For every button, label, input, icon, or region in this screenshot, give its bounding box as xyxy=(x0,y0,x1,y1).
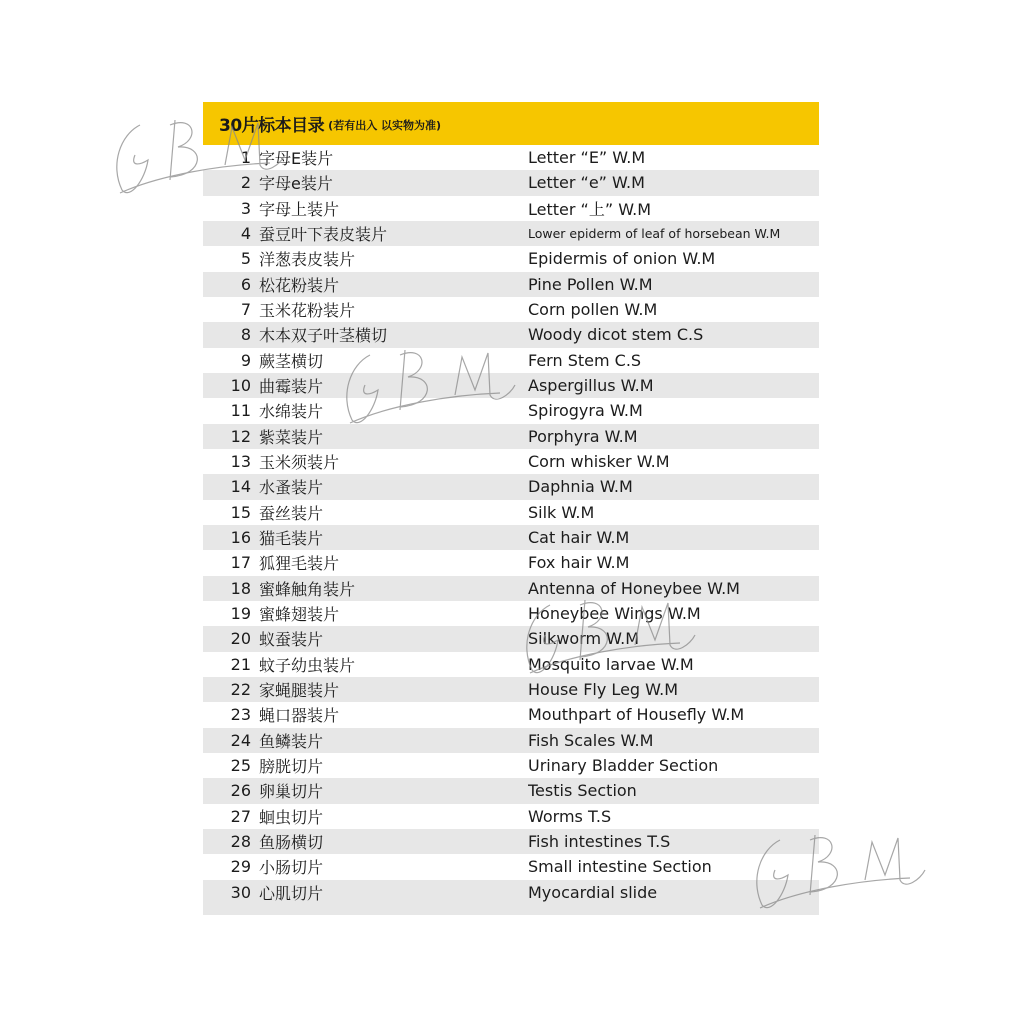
item-number: 13 xyxy=(230,452,251,472)
item-chinese-name: 鱼鳞装片 xyxy=(259,731,324,751)
item-chinese-name: 蝇口器装片 xyxy=(259,706,340,726)
item-number: 4 xyxy=(240,224,251,244)
item-english-name: Cat hair W.M xyxy=(528,528,630,548)
item-english-name: Myocardial slide xyxy=(528,882,658,902)
list-item xyxy=(203,880,819,905)
list-item xyxy=(203,373,819,398)
item-chinese-name: 玉米须装片 xyxy=(259,453,340,473)
item-chinese-name: 水蚤装片 xyxy=(259,478,324,498)
item-chinese-name: 字母e装片 xyxy=(259,174,333,194)
item-english-name: Daphnia W.M xyxy=(528,477,633,497)
item-number: 15 xyxy=(230,502,251,522)
list-item xyxy=(203,322,819,347)
item-number: 17 xyxy=(230,553,251,573)
item-chinese-name: 紫菜装片 xyxy=(259,427,324,447)
item-english-name: Testis Section xyxy=(528,781,637,801)
list-item xyxy=(203,829,819,854)
item-chinese-name: 小肠切片 xyxy=(259,858,324,878)
list-item xyxy=(203,398,819,423)
item-english-name: Mouthpart of Housefly W.M xyxy=(528,705,745,725)
item-number: 20 xyxy=(230,629,251,649)
item-english-name: Fern Stem C.S xyxy=(528,350,642,370)
list-item xyxy=(203,677,819,702)
list-item xyxy=(203,854,819,879)
item-english-name: Pine Pollen W.M xyxy=(528,274,653,294)
item-number: 23 xyxy=(230,705,251,725)
item-chinese-name: 蚕豆叶下表皮装片 xyxy=(259,225,388,245)
item-number: 18 xyxy=(230,578,251,598)
item-chinese-name: 狐狸毛装片 xyxy=(259,554,340,574)
item-chinese-name: 字母E装片 xyxy=(259,149,334,169)
list-item xyxy=(203,221,819,246)
item-number: 5 xyxy=(240,249,251,269)
item-number: 25 xyxy=(230,756,251,776)
item-chinese-name: 蚊子幼虫装片 xyxy=(259,655,356,675)
list-item xyxy=(203,474,819,499)
list-item xyxy=(203,778,819,803)
catalog-footer-band xyxy=(203,905,819,915)
item-chinese-name: 卵巢切片 xyxy=(259,782,324,802)
list-item xyxy=(203,601,819,626)
item-number: 3 xyxy=(240,198,251,218)
item-chinese-name: 蚁蚕装片 xyxy=(259,630,324,650)
item-number: 24 xyxy=(230,730,251,750)
catalog-title: 30片标本目录 xyxy=(219,116,325,136)
item-english-name: Corn whisker W.M xyxy=(528,452,670,472)
item-english-name: House Fly Leg W.M xyxy=(528,680,679,700)
item-chinese-name: 家蝇腿装片 xyxy=(259,681,340,701)
list-item xyxy=(203,272,819,297)
item-english-name: Fish intestines T.S xyxy=(528,832,671,852)
list-item xyxy=(203,550,819,575)
item-english-name: Spirogyra W.M xyxy=(528,401,643,421)
list-item xyxy=(203,246,819,271)
item-chinese-name: 松花粉装片 xyxy=(259,275,340,295)
item-number: 26 xyxy=(230,781,251,801)
specimen-catalog xyxy=(203,102,819,915)
item-english-name: Epidermis of onion W.M xyxy=(528,249,716,269)
item-chinese-name: 洋葱表皮装片 xyxy=(259,250,356,270)
list-item xyxy=(203,170,819,195)
item-english-name: Corn pollen W.M xyxy=(528,300,658,320)
item-number: 14 xyxy=(230,477,251,497)
list-item xyxy=(203,424,819,449)
list-item xyxy=(203,652,819,677)
list-item xyxy=(203,626,819,651)
item-number: 30 xyxy=(230,882,251,902)
list-item xyxy=(203,576,819,601)
item-chinese-name: 蚕丝装片 xyxy=(259,503,324,523)
item-english-name: Letter “E” W.M xyxy=(528,148,646,168)
item-number: 1 xyxy=(240,148,251,168)
item-english-name: Urinary Bladder Section xyxy=(528,756,719,776)
item-chinese-name: 玉米花粉装片 xyxy=(259,301,356,321)
item-english-name: Porphyra W.M xyxy=(528,426,638,446)
item-chinese-name: 木本双子叶茎横切 xyxy=(259,326,388,346)
list-item xyxy=(203,297,819,322)
list-item xyxy=(203,525,819,550)
list-item xyxy=(203,702,819,727)
item-chinese-name: 蜜蜂翅装片 xyxy=(259,605,340,625)
item-english-name: Mosquito larvae W.M xyxy=(528,654,694,674)
item-number: 9 xyxy=(240,350,251,370)
item-english-name: Antenna of Honeybee W.M xyxy=(528,578,740,598)
list-item xyxy=(203,500,819,525)
list-item xyxy=(203,753,819,778)
item-english-name: Worms T.S xyxy=(528,806,612,826)
catalog-header xyxy=(203,102,819,145)
catalog-list xyxy=(203,145,819,905)
item-number: 10 xyxy=(230,376,251,396)
item-chinese-name: 蕨茎横切 xyxy=(259,351,324,371)
item-chinese-name: 膀胱切片 xyxy=(259,757,324,777)
item-english-name: Fox hair W.M xyxy=(528,553,630,573)
item-number: 8 xyxy=(240,325,251,345)
item-english-name: Aspergillus W.M xyxy=(528,376,654,396)
item-chinese-name: 水绵装片 xyxy=(259,402,324,422)
item-english-name: Silkworm W.M xyxy=(528,629,640,649)
catalog-note: (若有出入 以实物为准) xyxy=(328,119,442,132)
item-chinese-name: 蜜蜂触角装片 xyxy=(259,579,356,599)
item-chinese-name: 心肌切片 xyxy=(259,883,324,903)
item-number: 22 xyxy=(230,680,251,700)
item-number: 16 xyxy=(230,528,251,548)
item-number: 29 xyxy=(230,857,251,877)
item-chinese-name: 鱼肠横切 xyxy=(259,833,324,853)
item-english-name: Woody dicot stem C.S xyxy=(528,325,704,345)
item-english-name: Letter “e” W.M xyxy=(528,173,645,193)
item-number: 21 xyxy=(230,654,251,674)
list-item xyxy=(203,145,819,170)
item-number: 6 xyxy=(240,274,251,294)
list-item xyxy=(203,804,819,829)
item-english-name: Small intestine Section xyxy=(528,857,712,877)
item-english-name: Lower epiderm of leaf of horsebean W.M xyxy=(528,226,781,242)
item-number: 19 xyxy=(230,604,251,624)
item-chinese-name: 曲霉装片 xyxy=(259,377,324,397)
item-english-name: Honeybee Wings W.M xyxy=(528,604,701,624)
list-item xyxy=(203,728,819,753)
list-item xyxy=(203,348,819,373)
item-number: 7 xyxy=(240,300,251,320)
list-item xyxy=(203,449,819,474)
item-number: 27 xyxy=(230,806,251,826)
item-chinese-name: 字母上装片 xyxy=(259,199,340,219)
item-english-name: Letter “上” W.M xyxy=(528,199,652,219)
item-english-name: Fish Scales W.M xyxy=(528,730,654,750)
item-number: 2 xyxy=(240,173,251,193)
list-item xyxy=(203,196,819,221)
item-number: 12 xyxy=(230,426,251,446)
item-chinese-name: 猫毛装片 xyxy=(259,529,324,549)
item-chinese-name: 蛔虫切片 xyxy=(259,807,324,827)
item-english-name: Silk W.M xyxy=(528,502,595,522)
item-number: 28 xyxy=(230,832,251,852)
item-number: 11 xyxy=(230,401,251,421)
